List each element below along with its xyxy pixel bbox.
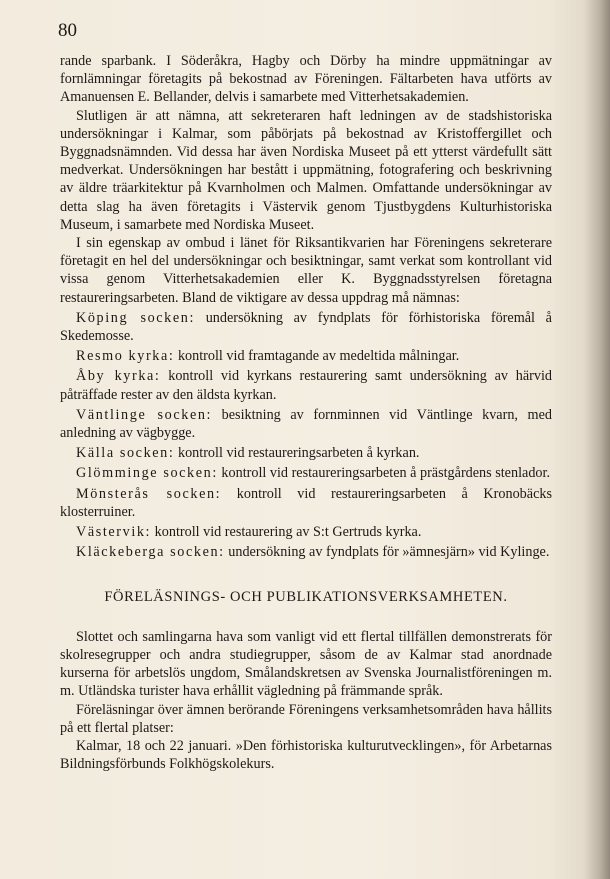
item-text: besiktning av fornminnen vid Väntlinge kvarn, med anledning av vägbygge. [60, 406, 552, 442]
item-text: kontroll vid restaureringsarbeten å Kronobäcks klosterruiner. [60, 485, 552, 520]
page-body [60, 52, 552, 773]
paragraph-demonstrations: Slottet och samlingarna hava som vanligt vid ett flertal tillfällen demonstrerats för skolresegrupper och andra studiegrupper, såsom de av Kalmar stad anordnade kurserna för arbetslös ungdom, Smålandskretsen av Svenska Journalistföreningen m. m. Utländska turister hava erhållit vägledning på främmande språk. [60, 628, 552, 700]
page-number: 80 [58, 20, 77, 41]
item-place: Resmo kyrka: [76, 348, 175, 365]
list-item [60, 309, 552, 345]
section-heading: FÖRELÄSNINGS- OCH PUBLIKATIONSVERKSAMHETEN. [104, 589, 508, 606]
list-item [60, 347, 552, 365]
item-place: Västervik: [76, 524, 152, 541]
list-item [60, 367, 552, 403]
item-text: kontroll vid kyrkans restaurering samt undersökning av härvid påträffade rester av den äldsta kyrkan. [60, 368, 552, 403]
item-place: Mönsterås socken: [76, 485, 222, 502]
item-place: Kläckeberga socken: [76, 544, 225, 561]
paragraph-fieldwork: rande sparbank. I Söderåkra, Hagby och Dörby ha mindre uppmätningar av fornlämningar företagits på bekostnad av Föreningen. Fältarbeten hava utförts av Amanuensen E. Bellander, delvis i samarbete med Vitterhetsakademien. [60, 53, 552, 106]
paragraph-commissions: I sin egenskap av ombud i länet för Riksantikvarien har Föreningens sekreterare företagit en hel del undersökningar och besiktningar, samt verkat som kontrollant vid vissa genom Vitterhetsakademien eller K. Byggnadsstyrelsen företagna restaureringsarbeten. Bland de viktigare av dessa uppdrag må nämnas: [60, 235, 552, 306]
list-item [60, 485, 552, 521]
item-text: undersökning av fyndplats för »ämnesjärn» vid Kylinge. [224, 544, 550, 561]
lecture-entry [60, 737, 552, 773]
lecture-place: Kalmar, 18 och 22 januari. [76, 737, 232, 754]
page-binding-shadow [584, 0, 610, 879]
list-item [60, 444, 552, 462]
item-text: kontroll vid restaureringsarbeten å kyrkan. [174, 445, 420, 462]
commission-list [60, 309, 552, 562]
item-text: kontroll vid restaureringsarbeten å prästgårdens stenlador. [217, 465, 550, 482]
lecture-text: »Den förhistoriska kulturutvecklingen», för Arbetarnas Bildningsförbunds Folkhögskolekurs. [60, 737, 553, 773]
item-place: Köping socken: [76, 309, 195, 326]
list-item [60, 543, 552, 561]
item-text: undersökning av fyndplats för förhistoriska föremål å Skedemosse. [60, 309, 552, 345]
paragraph-city-investigations: Slutligen är att nämna, att sekreteraren haft ledningen av de stadshistoriska undersökningar i Kalmar, som påbörjats på bekostnad av Kristoffergillet och Byggnadsnämnden. Vid dessa har även Nordiska Museet på ett ytterst värdefullt sätt medverkat. Undersökningen har bestått i uppmätning, fotografering och beskrivning av äldre träarkitektur på Kvarnholmen och Malmen. Omfattande undersökningar av detta slag ha även företagits i Västervik genom Tjustbygdens Kulturhistoriska Museum, i samarbete med Nordiska Museet. [60, 107, 552, 233]
item-place: Åby kyrka: [76, 368, 161, 385]
item-place: Källa socken: [76, 445, 175, 462]
list-item [60, 523, 552, 541]
paragraph-lectures: Föreläsningar över ämnen berörande Föreningens verksamhetsområden hava hållits på ett flertal platser: [60, 701, 552, 736]
item-place: Glömminge socken: [76, 465, 218, 482]
item-text: kontroll vid framtagande av medeltida målningar. [174, 348, 460, 365]
item-text: kontroll vid restaurering av S:t Gertruds kyrka. [151, 524, 422, 541]
list-item [60, 406, 552, 442]
list-item [60, 464, 552, 482]
item-place: Väntlinge socken: [76, 406, 213, 423]
